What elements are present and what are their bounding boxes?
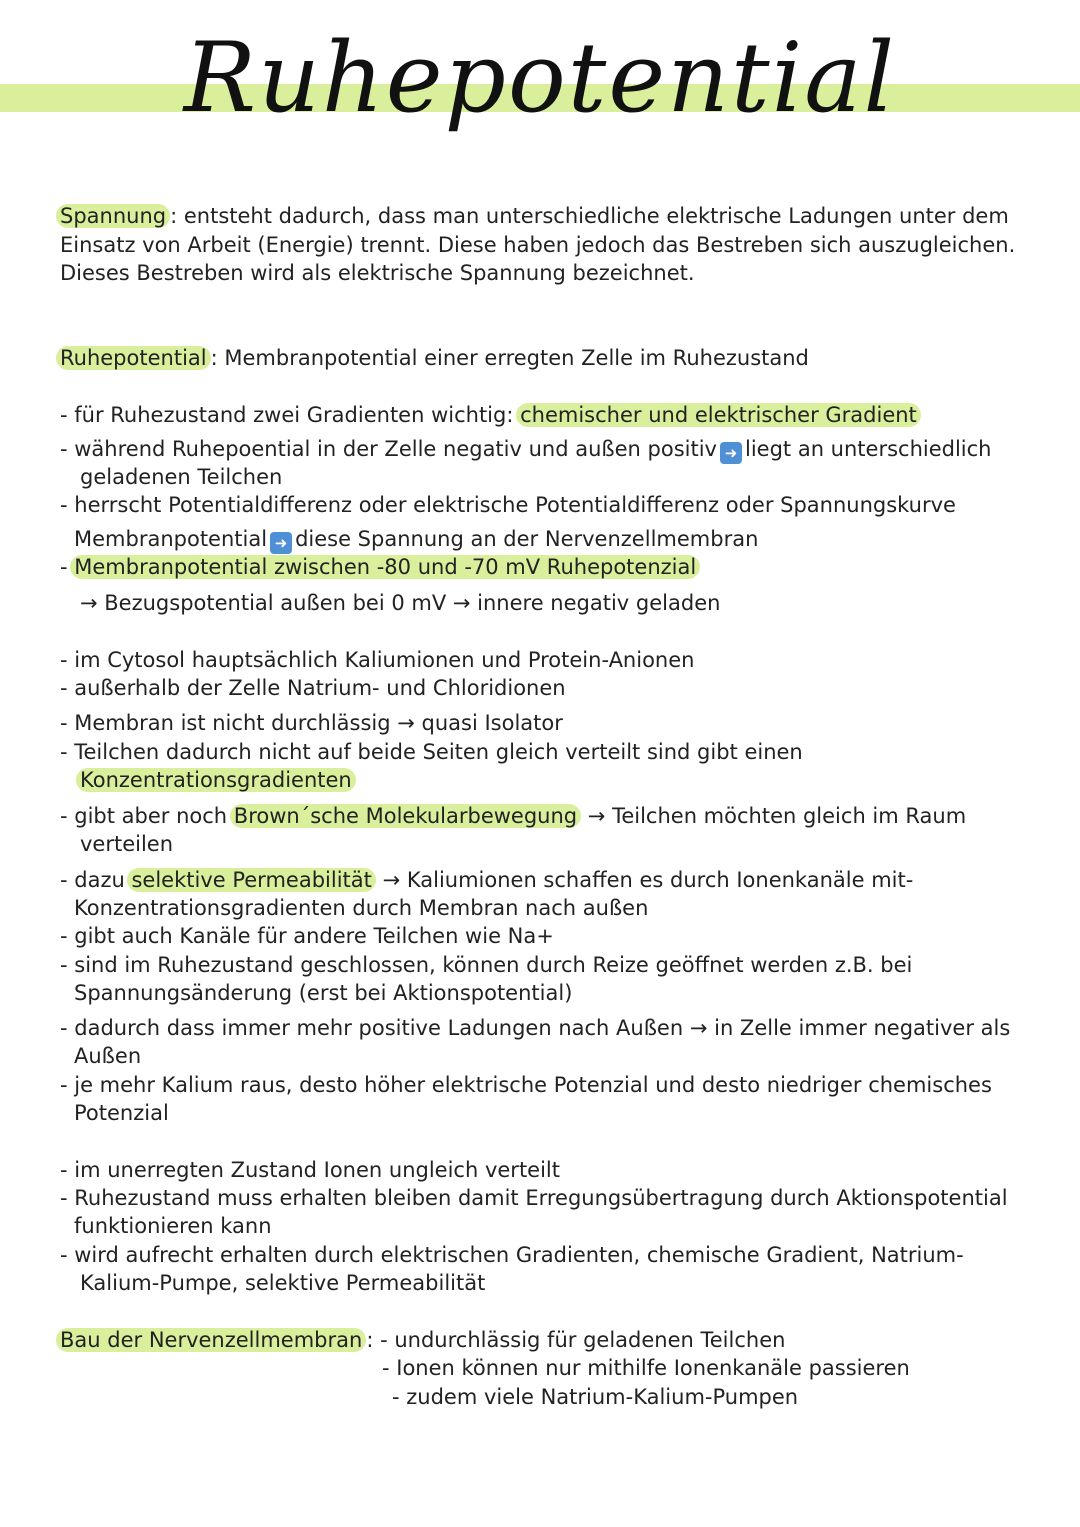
list-item: - außerhalb der Zelle Natrium- und Chloridionen <box>60 676 566 700</box>
list-item: - wird aufrecht erhalten durch elektrischen Gradienten, chemische Gradient, Natrium- <box>60 1243 964 1267</box>
ruhepotential-definition: Ruhepotential : Membranpotential einer erregten Zelle im Ruhezustand <box>60 344 809 372</box>
spannung-term: Spannung <box>56 204 170 228</box>
list-item-continuation: verteilen <box>80 832 174 856</box>
list-item-continuation: funktionieren kann <box>74 1214 272 1238</box>
list-item: - während Ruhepoential in der Zelle negativ und außen positiv ➜ liegt an unterschiedlich <box>60 437 992 462</box>
list-item-continuation: Außen <box>74 1044 142 1068</box>
list-item-continuation: Spannungsänderung (erst bei Aktionspotential) <box>74 981 573 1005</box>
highlight-gradients: chemischer und elektrischer Gradient <box>516 403 921 427</box>
right-arrow-icon: ➜ <box>720 442 742 464</box>
list-item: - dadurch dass immer mehr positive Ladungen nach Außen → in Zelle immer negativer als <box>60 1016 1011 1040</box>
list-item-continuation: Konzentrationsgradienten durch Membran nach außen <box>74 896 649 920</box>
list-item: - Ionen können nur mithilfe Ionenkanäle passieren <box>382 1356 910 1380</box>
list-item-continuation <box>80 766 356 794</box>
list-item-continuation: Potenzial <box>74 1101 169 1125</box>
list-item: - Teilchen dadurch nicht auf beide Seiten gleich verteilt sind gibt einen <box>60 740 803 764</box>
spannung-line-1: Spannung : entsteht dadurch, dass man unterschiedliche elektrische Ladungen unter dem <box>60 202 1009 230</box>
list-item-continuation: Kalium-Pumpe, selektive Permeabilität <box>80 1271 486 1295</box>
list-item: - zudem viele Natrium-Kalium-Pumpen <box>392 1385 799 1409</box>
highlight-konzentrationsgradienten: Konzentrationsgradienten <box>76 768 356 792</box>
list-item: - dazu selektive Permeabilität → Kaliumionen schaffen es durch Ionenkanäle mit- <box>60 868 914 892</box>
list-subitem: → Bezugspotential außen bei 0 mV → innere negativ geladen <box>80 591 721 615</box>
list-item-continuation: geladenen Teilchen <box>80 465 283 489</box>
list-item: - im Cytosol hauptsächlich Kaliumionen und Protein-Anionen <box>60 648 695 672</box>
list-item: - sind im Ruhezustand geschlossen, können durch Reize geöffnet werden z.B. bei <box>60 953 913 977</box>
spannung-line-3: Dieses Bestreben wird als elektrische Spannung bezeichnet. <box>60 261 695 285</box>
list-item: - je mehr Kalium raus, desto höher elektrische Potenzial und desto niedriger chemisches <box>60 1073 992 1097</box>
highlight-selektive-permeabilitaet: selektive Permeabilität <box>127 868 375 892</box>
spannung-text: entsteht dadurch, dass man unterschiedliche elektrische Ladungen unter dem <box>183 204 1009 228</box>
right-arrow-icon: ➜ <box>270 532 292 554</box>
spannung-line-2: Einsatz von Arbeit (Energie) trennt. Diese haben jedoch das Bestreben sich auszugleichen. <box>60 233 1016 257</box>
bau-heading: Bau der Nervenzellmembran : - undurchlässig für geladenen Teilchen <box>60 1326 785 1354</box>
list-item: - gibt aber noch Brown´sche Molekularbewegung → Teilchen möchten gleich im Raum <box>60 804 967 828</box>
bau-term: Bau der Nervenzellmembran <box>56 1328 366 1352</box>
list-item: - im unerregten Zustand Ionen ungleich verteilt <box>60 1158 561 1182</box>
list-item-continuation: Membranpotential ➜ diese Spannung an der Nervenzellmembran <box>74 527 759 552</box>
list-item: - Membranpotential zwischen -80 und -70 mV Ruhepotenzial <box>60 553 700 581</box>
page-title: Ruhepotential <box>183 22 897 134</box>
ruhepotential-term: Ruhepotential <box>56 346 211 370</box>
highlight-brownsche-bewegung: Brown´sche Molekularbewegung <box>230 804 581 828</box>
list-item: - Ruhezustand muss erhalten bleiben damit Erregungsübertragung durch Aktionspotential <box>60 1186 1008 1210</box>
list-item: - gibt auch Kanäle für andere Teilchen wie Na+ <box>60 924 554 948</box>
list-item: - herrscht Potentialdifferenz oder elektrische Potentialdifferenz oder Spannungskurve <box>60 493 956 517</box>
highlight-membranpotential: Membranpotential zwischen -80 und -70 mV Ruhepotenzial <box>70 555 700 579</box>
list-item: - Membran ist nicht durchlässig → quasi Isolator <box>60 711 563 735</box>
list-item: - für Ruhezustand zwei Gradienten wichtig: chemischer und elektrischer Gradient <box>60 401 921 429</box>
